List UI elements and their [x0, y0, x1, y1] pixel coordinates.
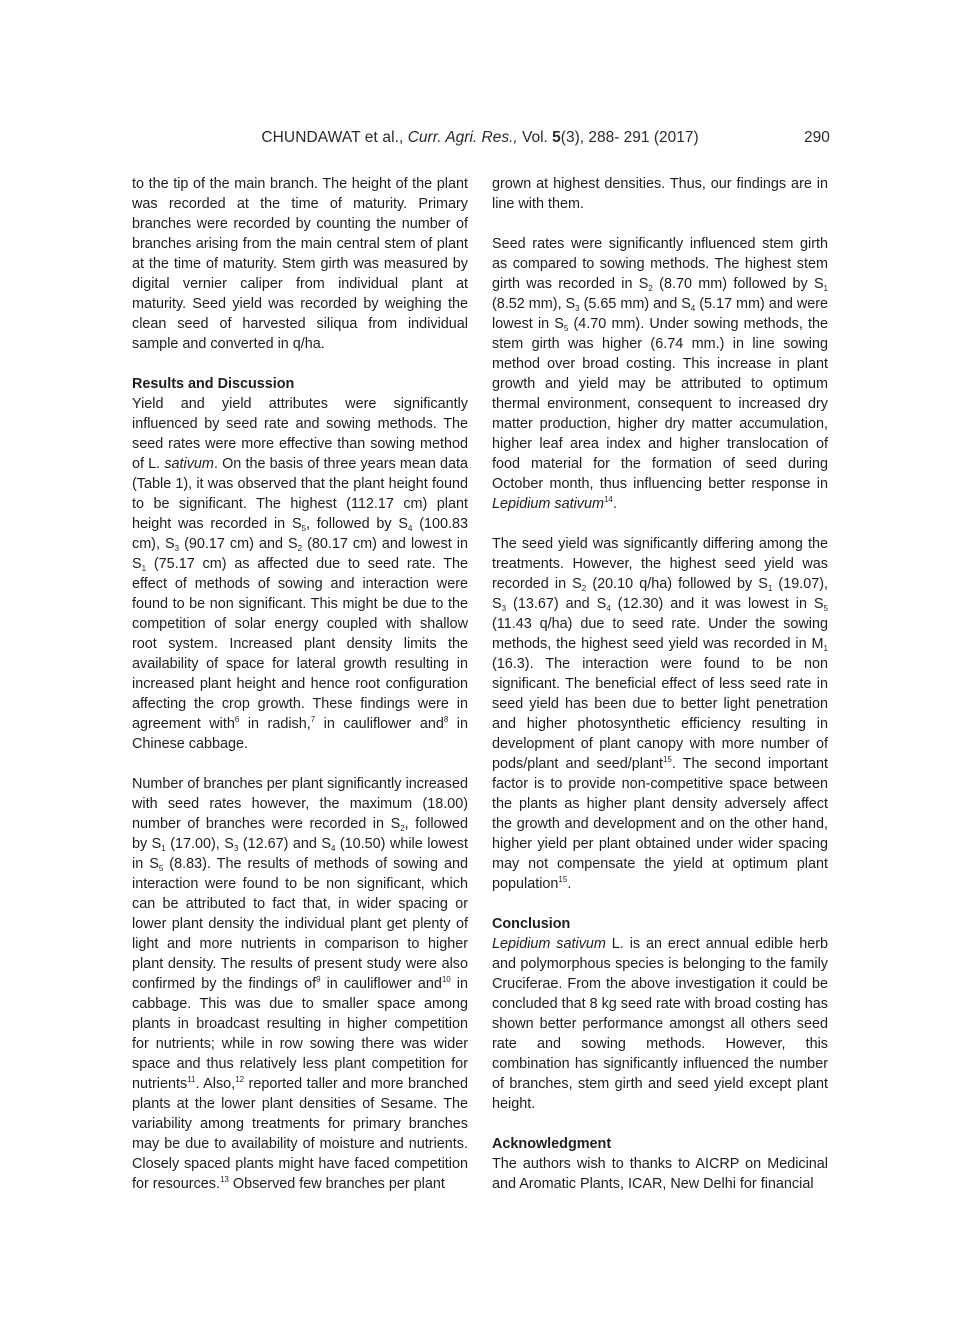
species-name: Lepidium sativum: [492, 936, 606, 952]
journal-name: Curr. Agri. Res.,: [407, 129, 518, 146]
authors: CHUNDAWAT et al.,: [261, 129, 404, 146]
running-header: [0, 129, 960, 151]
issue-pages-year: (3), 288- 291 (2017): [560, 129, 699, 146]
acknowledgment-heading: Acknowledgment: [492, 1136, 612, 1152]
reference-marker: 9: [316, 975, 321, 984]
paragraph-branches: Number of branches per plant significantly increased with seed rates however, the maximum (18.00) number of branches were recorded in $S_2$, followed by $S_1$ (17.00), $S_3$ (12.67) and $S_4$ (10.50) while lowest in $S_5$ (8.83). The results of methods of sowing and interaction were found to be non significant, which can be attributed to fact that, in wider spacing or lower plant density the individual plant get plenty of light and more nutrients in comparison to higher plant density. The results of present study were also confirmed by the findings $of^9$ in cauliflower and$^{10}$ in cabbage. This was due to smaller space among plants in broadcast resulting in higher competition for nutrients; while in row sowing there was wider space and thus relatively less plant competition for nutrients$^{11}$. Also,$^{12}$ reported taller and more branched plants at the lower plant densities of Sesame. The variability among treatments for primary branches may be due to availability of moisture and nutrients. Closely spaced plants might have faced competition for resources.$^{13}$ Observed few branches per plant: [132, 776, 469, 1192]
paragraph-plant-height: Yield and yield attributes were significantly influenced by seed rate and sowing methods. The seed rates were more effective than sowing method of L. sativum. On the basis of three years mean data (Table 1), it was observed that the plant height found to be significant. The highest (112.17 cm) plant height was recorded in $S_5$, followed by $S_4$ (100.83 cm), $S_3$ (90.17 cm) and $S_2$ (80.17 cm) and lowest in $S_1$ (75.17 cm) as affected due to seed rate. The effect of methods of sowing and interaction were found to be non significant. This might be due to the competition of solar energy coupled with shallow root system. Increased plant density limits the availability of space for lateral growth resulting in increased plant height and hence root configuration affecting the crop growth. These findings were in agreement with$^6$ in radish,$^7$ in cauliflower and$^8$ in Chinese cabbage.: [132, 396, 469, 752]
paragraph-seed-yield: The seed yield was significantly differing among the treatments. However, the highest seed yield was recorded in $S_2$ (20.10 q/ha) followed by $S_1$ (19.07), $S_3$ (13.67) and $S_4$ (12.30) and it was lowest in $S_5$ (11.43 q/ha) due to seed rate. Under the sowing methods, the highest seed yield was recorded in $M_1$ (16.3). The interaction were found to be non significant. The beneficial effect of less seed rate in seed yield has been due to better light penetration and higher photosynthetic efficiency resulting in development of plant canopy with more number of pods/plant and seed/plant$^{15}$. The second important factor is to provide non-competitive space between the plants as higher plant density adversely affect the growth and development and on the other hand, higher yield per plant obtained under wider spacing may not compensate the yield at optimum plant population$^{15}$.: [492, 536, 829, 892]
paragraph-branches-end: grown at highest densities. Thus, our findings are in line with them.: [492, 176, 828, 212]
paragraph-conclusion: Lepidium sativum L. is an erect annual edible herb and polymorphous species is belonging to the family Cruciferae. From the above investigation it could be concluded that 8 kg seed rate with broad costing has shown better performance amongst all others seed rate and sowing methods. However, this combination has significantly influenced the number of branches, stem girth and seed yield except plant height.: [492, 936, 828, 1112]
paragraph-stem-girth: Seed rates were significantly influenced stem girth as compared to sowing methods. The highest stem girth was recorded in $S_2$ (8.70 mm) followed by $S_1$ (8.52 mm), $S_3$ (5.65 mm) and $S_4$ (5.17 mm) and were lowest in $S_5$ (4.70 mm). Under sowing methods, the stem girth was higher (6.74 mm.) in line sowing method over broad costing. This increase in plant growth and yield may be attributed to optimum thermal environment, consequent to increased dry matter production, higher dry matter accumulation, higher leaf area index and higher translocation of food material for the formation of seed during October month, thus influencing better response in Lepidium sativum$^{14}$.: [492, 236, 829, 512]
reference-marker: 6: [234, 715, 240, 724]
reference-marker: 14: [603, 495, 613, 504]
species-name: sativum: [164, 456, 214, 472]
reference-marker: 12: [235, 1075, 245, 1084]
reference-marker: 15: [662, 755, 672, 764]
conclusion-heading: Conclusion: [492, 916, 571, 932]
right-column: [492, 174, 828, 1214]
reference-marker: 7: [310, 715, 316, 724]
reference-marker: 13: [219, 1175, 229, 1184]
reference-marker: 8: [443, 715, 449, 724]
reference-marker: 10: [441, 975, 451, 984]
volume: 5: [552, 129, 561, 146]
page-number: 290: [804, 129, 830, 146]
paragraph-acknowledgment: The authors wish to thanks to AICRP on Medicinal and Aromatic Plants, ICAR, New Delhi for financial: [492, 1156, 828, 1192]
reference-marker: 11: [187, 1075, 196, 1084]
species-name: Lepidium sativum: [492, 496, 604, 512]
vol-prefix: Vol.: [522, 129, 548, 146]
paragraph-methods-end: to the tip of the main branch. The height of the plant was recorded at the time of maturity. Primary branches were recorded by counting the number of branches arising from the main central stem of plant at the time of maturity. Stem girth was measured by digital vernier caliper from individual plant at maturity. Seed yield was recorded by weighing the clean seed of harvested siliqua from individual sample and converted in q/ha.: [132, 176, 468, 352]
results-heading: Results and Discussion: [132, 376, 295, 392]
reference-marker: 15: [558, 875, 568, 884]
left-column: [132, 174, 468, 1214]
